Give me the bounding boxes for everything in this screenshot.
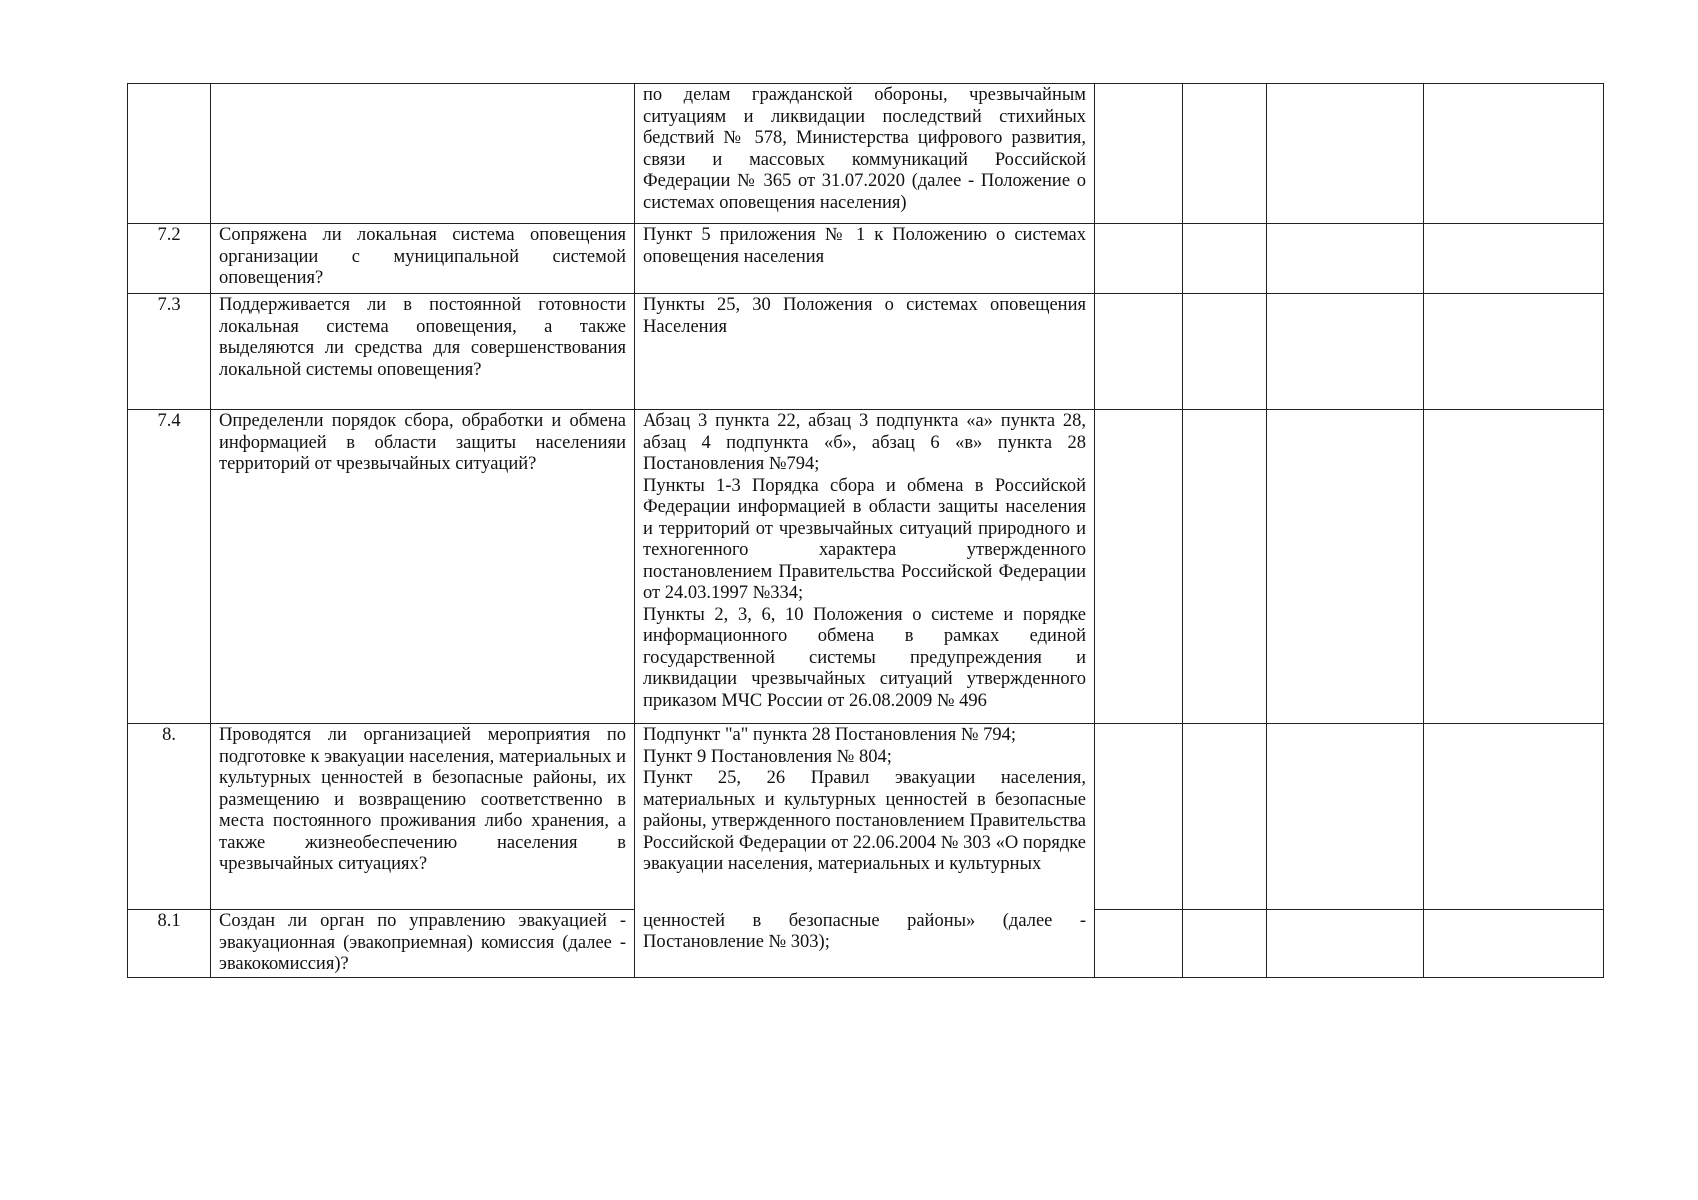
table-row (128, 910, 1604, 978)
answer-yes-cell (1095, 410, 1183, 724)
answer-yes-cell (1095, 224, 1183, 294)
not-applicable-cell (1267, 724, 1424, 910)
item-number: 7.4 (128, 410, 211, 724)
question-cell: Поддерживается ли в постоянной готовности локальная система оповещения, а также выделяются ли средства для совершенствования локальной системы оповещения? (211, 294, 635, 410)
legal-reference-cell: по делам гражданской обороны, чрезвычайным ситуациям и ликвидации последствий стихийных бедствий № 578, Министерства цифрового развития, связи и массовых коммуникаций Российской Федерации № 365 от 31.07.2020 (далее - Положение о системах оповещения населения) (635, 84, 1095, 224)
table-row (128, 224, 1604, 294)
question-cell: Проводятся ли организацией мероприятия по подготовке к эвакуации населения, материальных и культурных ценностей в безопасные районы, их размещению и возвращению соответственно в места постоянного проживания либо хранения, а также жизнеобеспечению населения в чрезвычайных ситуациях? (211, 724, 635, 910)
note-cell (1424, 84, 1604, 224)
table-row (128, 294, 1604, 410)
table-row (128, 84, 1604, 224)
item-number (128, 84, 211, 224)
question-cell: Определенли порядок сбора, обработки и обмена информацией в области защиты населенияи территорий от чрезвычайных ситуаций? (211, 410, 635, 724)
legal-reference-cell: Абзац 3 пункта 22, абзац 3 подпункта «а» пункта 28, абзац 4 подпункта «б», абзац 6 «в» пункта 28 Постановления №794; Пункты 1-3 Порядка сбора и обмена в Российской Федерации информацией в области защиты населения и территорий от чрезвычайных ситуаций природного и техногенного характера утвержденного постановлением Правительства Российской Федерации от 24.03.1997 №334; Пункты 2, 3, 6, 10 Положения о системе и порядке информационного обмена в рамках единой государственной системы предупреждения и ликвидации чрезвычайных ситуаций утвержденного приказом МЧС России от 26.08.2009 № 496 (635, 410, 1095, 724)
answer-no-cell (1183, 224, 1267, 294)
question-cell: Сопряжена ли локальная система оповещения организации с муниципальной системой оповещения? (211, 224, 635, 294)
answer-no-cell (1183, 294, 1267, 410)
not-applicable-cell (1267, 410, 1424, 724)
note-cell (1424, 224, 1604, 294)
answer-yes-cell (1095, 84, 1183, 224)
not-applicable-cell (1267, 84, 1424, 224)
not-applicable-cell (1267, 224, 1424, 294)
answer-no-cell (1183, 910, 1267, 978)
answer-yes-cell (1095, 294, 1183, 410)
not-applicable-cell (1267, 910, 1424, 978)
note-cell (1424, 410, 1604, 724)
checklist-table (127, 83, 1604, 978)
question-cell (211, 84, 635, 224)
answer-no-cell (1183, 410, 1267, 724)
legal-reference-cell: ценностей в безопасные районы» (далее - Постановление № 303); (635, 910, 1095, 978)
answer-no-cell (1183, 84, 1267, 224)
answer-yes-cell (1095, 724, 1183, 910)
legal-reference-cell: Пункты 25, 30 Положения о системах оповещения Населения (635, 294, 1095, 410)
table-row (128, 724, 1604, 910)
item-number: 8.1 (128, 910, 211, 978)
item-number: 8. (128, 724, 211, 910)
not-applicable-cell (1267, 294, 1424, 410)
item-number: 7.2 (128, 224, 211, 294)
table-row (128, 410, 1604, 724)
item-number: 7.3 (128, 294, 211, 410)
question-cell: Создан ли орган по управлению эвакуацией - эвакуационная (эвакоприемная) комиссия (далее - эвакокомиссия)? (211, 910, 635, 978)
answer-yes-cell (1095, 910, 1183, 978)
legal-reference-cell: Пункт 5 приложения № 1 к Положению о системах оповещения населения (635, 224, 1095, 294)
legal-reference-cell: Подпункт "а" пункта 28 Постановления № 794; Пункт 9 Постановления № 804; Пункт 25, 26 Правил эвакуации населения, материальных и культурных ценностей в безопасные районы, утвержденного постановлением Правительства Российской Федерации от 22.06.2004 № 303 «О порядке эвакуации населения, материальных и культурных (635, 724, 1095, 910)
answer-no-cell (1183, 724, 1267, 910)
note-cell (1424, 724, 1604, 910)
note-cell (1424, 294, 1604, 410)
note-cell (1424, 910, 1604, 978)
